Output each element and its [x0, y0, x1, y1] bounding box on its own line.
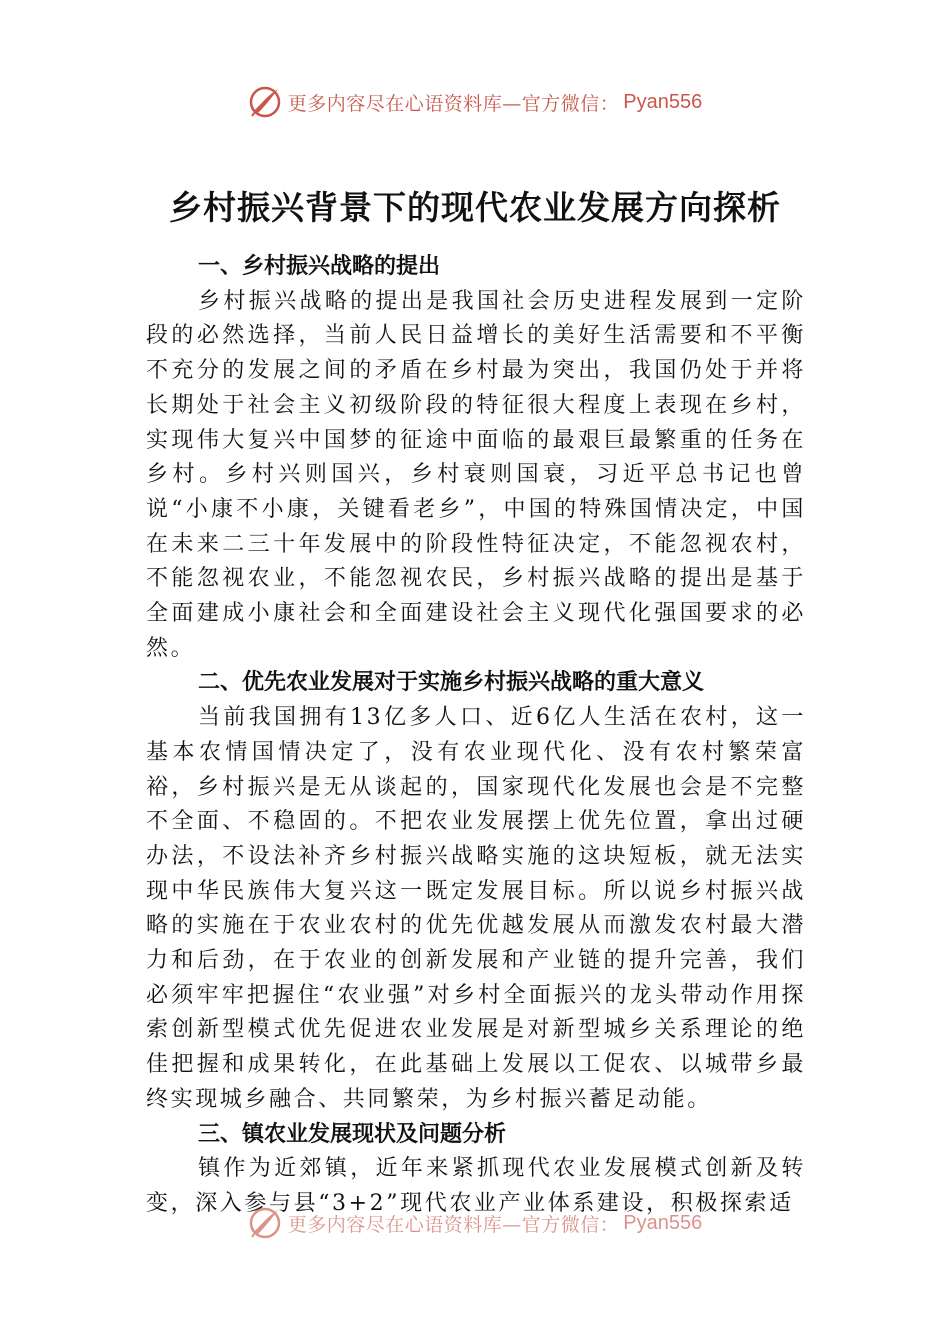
document-body	[146, 250, 806, 1218]
section-3-heading: 三、镇农业发展现状及问题分析	[198, 1121, 507, 1147]
page-body-clip	[146, 0, 806, 1218]
section-1-paragraph: 乡村振兴战略的提出是我国社会历史进程发展到一定阶段的必然选择，当前人民日益增长的美好生活需要和不平衡不充分的发展之间的矛盾在乡村最为突出，我国仍处于并将长期处于社会主义初级阶段的特征很大程度上表现在乡村，实现伟大复兴中国梦的征途中面临的最艰巨最繁重的任务在乡村。乡村兴则国兴，乡村衰则国衰，习近平总书记也曾说“小康不小康，关键看老乡”，中国的特殊国情决定，中国在未来二三十年发展中的阶段性特征决定，不能忽视农村，不能忽视农业，不能忽视农民，乡村振兴战略的提出是基于全面建成小康社会和全面建设社会主义现代化强国要求的必然。	[146, 288, 806, 661]
watermark-footer	[0, 1203, 950, 1243]
document-title: 乡村振兴背景下的现代农业发展方向探析	[169, 188, 781, 227]
section-2-heading: 二、优先农业发展对于实施乡村振兴战略的重大意义	[198, 670, 705, 696]
section-3-paragraph: 镇作为近郊镇，近年来紧抓现代农业发展模式创新及转变，深入参与县“3+2”现代农业产业体系建设，积极探索适	[146, 1156, 806, 1216]
watermark-wechat-id: Pyan556	[623, 1211, 703, 1234]
watermark-text: 更多内容尽在心语资料库—官方微信：	[287, 92, 620, 115]
quill-logo-icon	[248, 1206, 282, 1240]
section-2-paragraph: 当前我国拥有13亿多人口、近6亿人生活在农村，这一基本农情国情决定了，没有农业现代化、没有农村繁荣富裕，乡村振兴是无从谈起的，国家现代化发展也会是不完整不全面、不稳固的。不把农业发展摆上优先位置，拿出过硬办法，不设法补齐乡村振兴战略实施的这块短板，就无法实现中华民族伟大复兴这一既定发展目标。所以说乡村振兴战略的实施在于农业农村的优先优越发展从而激发农村最大潜力和后劲，在于农业的创新发展和产业链的提升完善，我们必须牢牢把握住“农业强”对乡村全面振兴的龙头带动作用探索创新型模式优先促进农业发展是对新型城乡关系理论的绝佳把握和成果转化，在此基础上发展以工促农、以城带乡最终实现城乡融合、共同繁荣，为乡村振兴蓄足动能。	[146, 705, 806, 1112]
section-1-heading: 一、乡村振兴战略的提出	[198, 254, 441, 279]
watermark-text: 更多内容尽在心语资料库—官方微信：	[287, 1213, 620, 1236]
watermark-wechat-id: Pyan556	[623, 90, 703, 113]
